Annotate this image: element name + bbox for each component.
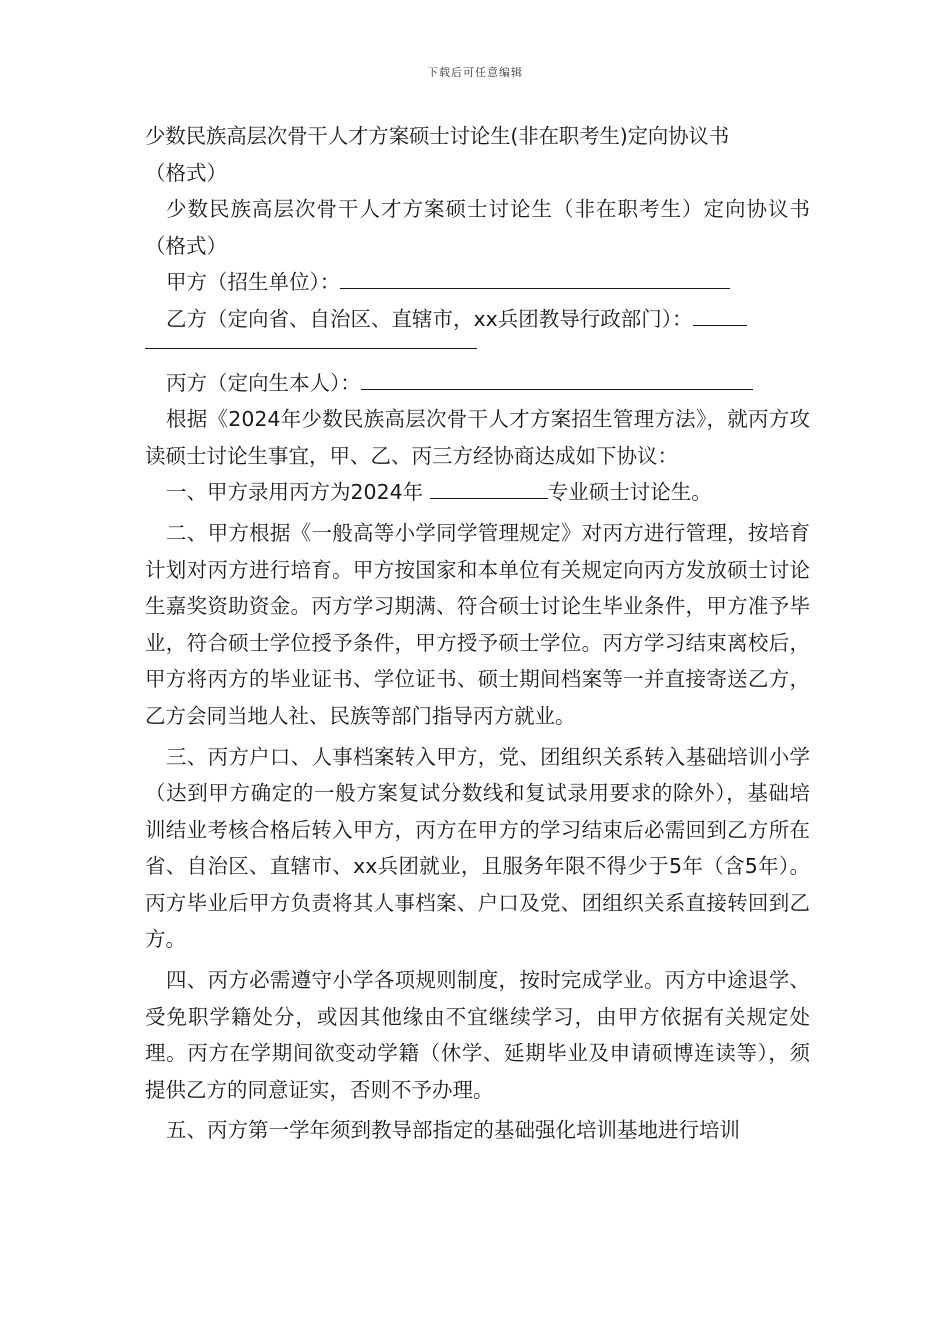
clause-4: 四、丙方必需遵守小学各项规则制度，按时完成学业。丙方中途退学、受免职学籍处分，或因其他缘由不宜继续学习，由甲方依据有关规定处理。丙方在学期间欲变动学籍（休学、延期毕业及申请硕博连读等），须提供乙方的同意证实，否则不予办理。 — [145, 968, 810, 1102]
party-c-label: 丙方（定向生本人）： — [166, 370, 361, 395]
document-subtitle: 少数民族高层次骨干人才方案硕士讨论生（非在职考生）定向协议书（格式） — [145, 197, 810, 258]
header-note: 下载后可任意编辑 — [427, 66, 523, 79]
party-b-label: 乙方（定向省、自治区、直辖市，xx兵团教导行政部门）： — [166, 306, 693, 331]
party-c-blank[interactable] — [361, 365, 753, 390]
document-title-suffix: （格式） — [145, 160, 227, 185]
party-a-blank[interactable] — [340, 264, 730, 289]
clause-3: 三、丙方户口、人事档案转入甲方，党、团组织关系转入基础培训小学（达到甲方确定的一般方案复试分数线和复试录用要求的除外），基础培训结业考核合格后转入甲方，丙方在甲方的学习结束后必需回到乙方所在省、自治区、直辖市、xx兵团就业，且服务年限不得少于5年（含5年）。丙方毕业后甲方负责将其人事档案、户口及党、团组织关系直接转回到乙方。 — [145, 744, 810, 952]
party-b-line — [145, 301, 810, 338]
major-blank[interactable] — [430, 474, 548, 499]
party-b-blank[interactable] — [693, 301, 747, 326]
party-b-blank-continued[interactable] — [145, 338, 477, 349]
party-a-label: 甲方（招生单位）： — [166, 270, 341, 295]
clause-1-prefix: 一、甲方录用丙方为2024年 — [166, 480, 424, 505]
intro-paragraph: 根据《2024年少数民族高层次骨干人才方案招生管理方法》，就丙方攻读硕士讨论生事宜，甲、乙、丙三方经协商达成如下协议： — [145, 407, 810, 468]
clause-2: 二、甲方根据《一般高等小学同学管理规定》对丙方进行管理，按培育计划对丙方进行培育。甲方按国家和本单位有关规定向丙方发放硕士讨论生嘉奖资助资金。丙方学习期满、符合硕士讨论生毕业条件，甲方准予毕业，符合硕士学位授予条件，甲方授予硕士学位。丙方学习结束离校后，甲方将丙方的毕业证书、学位证书、硕士期间档案等一并直接寄送乙方，乙方会同当地人社、民族等部门指导丙方就业。 — [145, 520, 810, 728]
clause-1-suffix: 专业硕士讨论生。 — [547, 480, 712, 505]
document-body — [145, 118, 810, 1149]
document-title: 少数民族高层次骨干人才方案硕士讨论生(非在职考生)定向协议书 — [145, 124, 729, 148]
clause-5: 五、丙方第一学年须到教导部指定的基础强化培训基地进行培训 — [166, 1118, 740, 1143]
clause-1 — [145, 474, 810, 511]
party-a-line — [145, 264, 810, 301]
party-c-line — [145, 365, 810, 402]
